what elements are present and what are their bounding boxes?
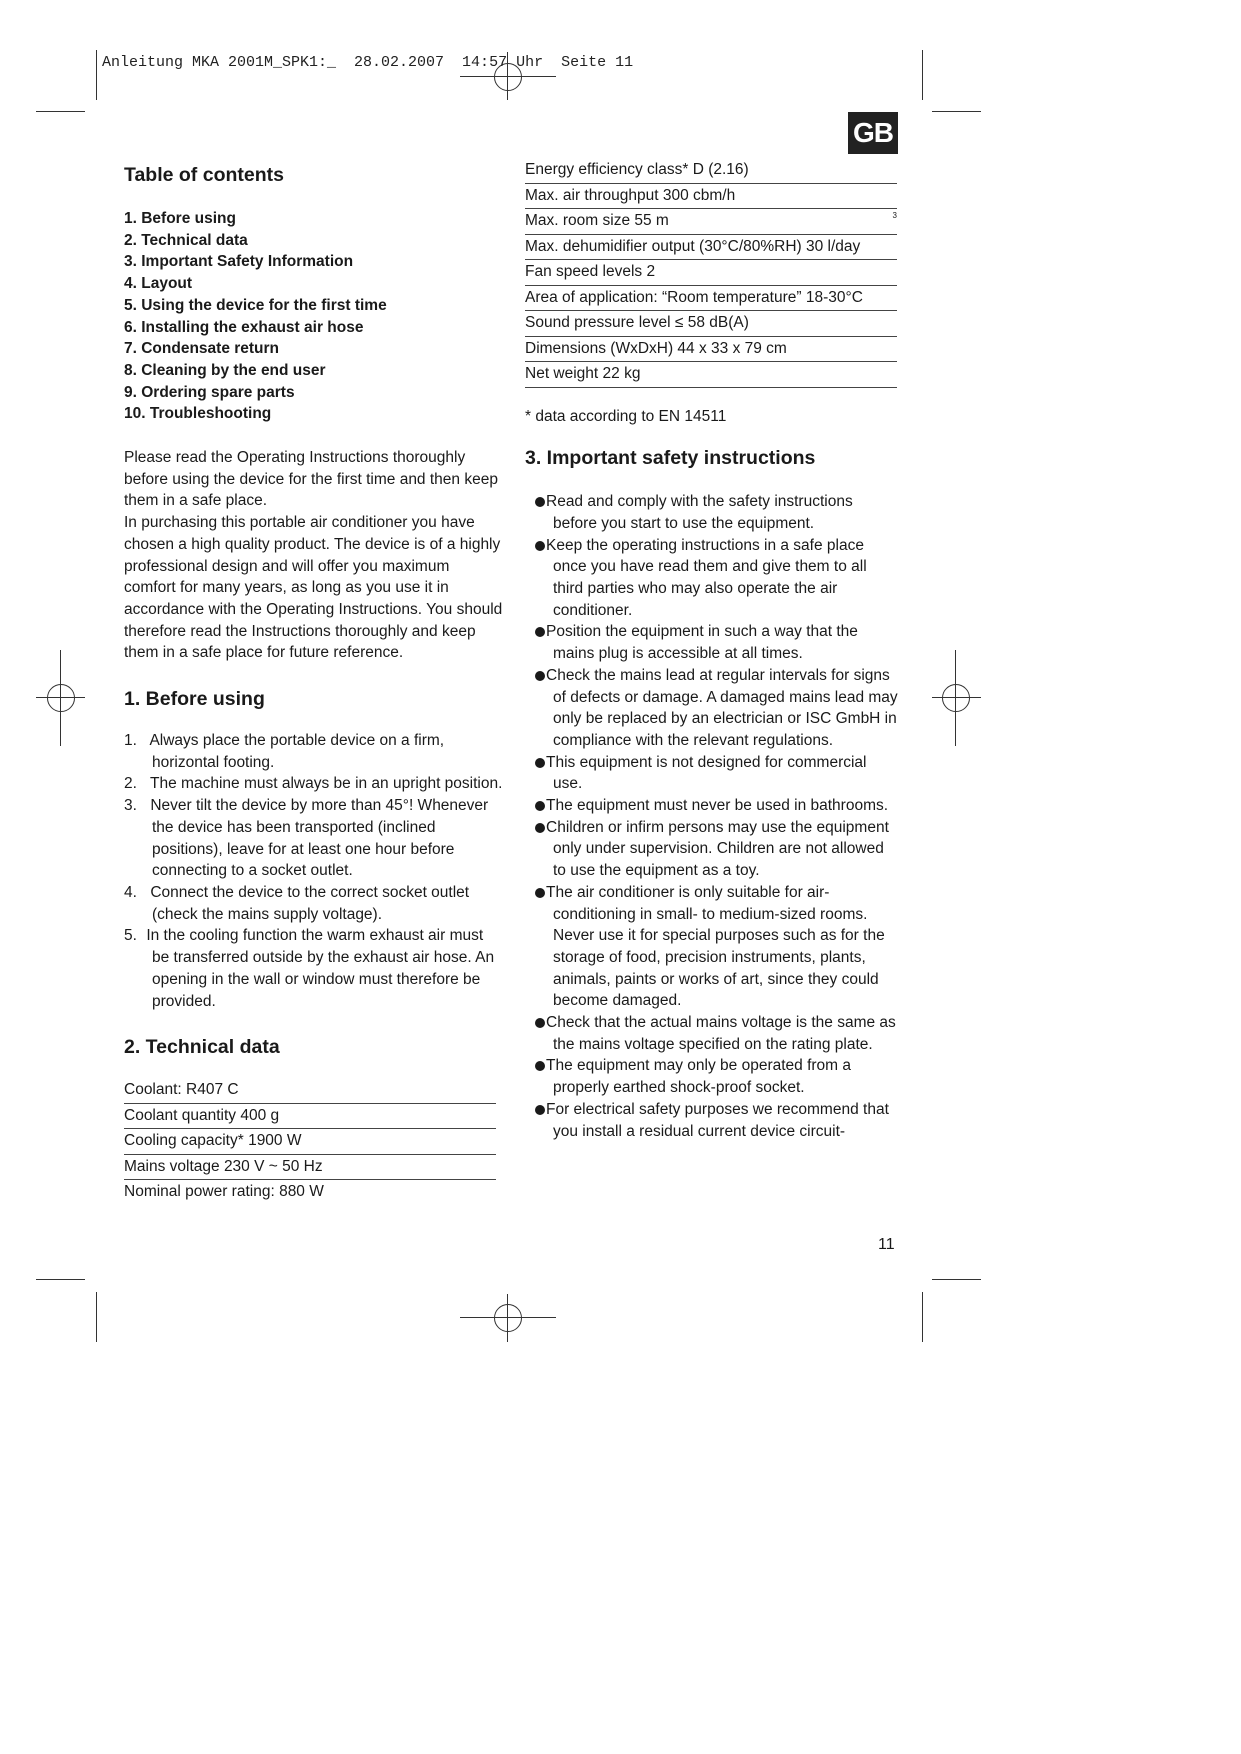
table-row: Energy efficiency class* D (2.16) xyxy=(525,158,897,183)
table-row: Fan speed levels 2 xyxy=(525,260,897,286)
list-item: The equipment must never be used in bathrooms. xyxy=(525,795,900,817)
bullet-icon xyxy=(535,888,545,898)
footnote: * data according to EN 14511 xyxy=(525,407,727,425)
table-row: Net weight 22 kg xyxy=(525,362,897,388)
toc-item: 5. Using the device for the first time xyxy=(124,296,387,314)
table-row: Mains voltage 230 V ~ 50 Hz xyxy=(124,1154,496,1180)
left-column xyxy=(124,162,504,1205)
toc-item: 6. Installing the exhaust air hose xyxy=(124,318,364,336)
list-item: 4. Connect the device to the correct socket outlet (check the mains supply voltage). xyxy=(124,883,470,923)
list-item: 1. Always place the portable device on a firm, horizontal footing. xyxy=(124,732,445,771)
right-column xyxy=(525,162,900,1142)
table-row: Nominal power rating: 880 W xyxy=(124,1183,324,1201)
table-row: Sound pressure level ≤ 58 dB(A) xyxy=(525,311,897,337)
technical-data-table-left xyxy=(124,1078,496,1205)
list-item: 3. Never tilt the device by more than 45°! Whenever the device has been transported (inclined positions), leave for at least one hour before connecting to a socket outlet. xyxy=(124,797,489,880)
page-number: 11 xyxy=(878,1236,895,1253)
list-item: Position the equipment in such a way that the mains plug is accessible at all times. xyxy=(525,621,900,664)
bullet-icon xyxy=(535,541,545,551)
table-row: Cooling capacity* 1900 W xyxy=(124,1129,496,1155)
table-row: Max. room size 55 m 3 xyxy=(525,209,897,235)
crop-mark xyxy=(36,1279,85,1280)
list-item: 2. The machine must always be in an upright position. xyxy=(124,775,503,793)
crop-mark xyxy=(922,1292,923,1342)
section-heading-before-using: 1. Before using xyxy=(124,688,265,711)
list-item: 5. In the cooling function the warm exhaust air must be transferred outside by the exhaust air hose. An opening in the wall or window must therefore be provided. xyxy=(124,927,495,1010)
table-row: Coolant: R407 C xyxy=(124,1078,496,1103)
list-item: Check the mains lead at regular intervals for signs of defects or damage. A damaged mains lead may only be replaced by an electrician or ISC GmbH in compliance with the relevant regulations. xyxy=(525,665,900,752)
intro-paragraph: In purchasing this portable air conditioner you have chosen a high quality product. The device is of a highly professional design and will offer you maximum comfort for many years, as long as you use it in accordance with the Operating Instructions. You should therefore read the Instructions thoroughly and keep them in a safe place for future reference. xyxy=(124,514,503,662)
crop-mark xyxy=(932,1279,981,1280)
table-row: Max. air throughput 300 cbm/h xyxy=(525,183,897,209)
crop-mark xyxy=(96,50,97,100)
toc-item: 2. Technical data xyxy=(124,231,248,249)
toc-item: 7. Condensate return xyxy=(124,340,280,358)
intro-paragraph: Please read the Operating Instructions thoroughly before using the device for the first time and then keep them in a safe place. xyxy=(124,449,498,510)
toc-item: 9. Ordering spare parts xyxy=(124,383,295,401)
crop-mark xyxy=(922,50,923,100)
list-item: This equipment is not designed for commercial use. xyxy=(525,752,900,795)
table-row: Max. dehumidifier output (30°C/80%RH) 30 l/day xyxy=(525,234,897,260)
bullet-icon xyxy=(535,801,545,811)
print-slug: Anleitung MKA 2001M_SPK1:_ 28.02.2007 14:57 Uhr Seite 11 xyxy=(102,54,634,71)
list-item: Keep the operating instructions in a safe place once you have read them and give them to all third parties who may also operate the air conditioner. xyxy=(525,535,900,622)
toc-list xyxy=(124,208,504,425)
technical-data-table-right xyxy=(525,158,897,388)
toc-item: 3. Important Safety Information xyxy=(124,253,354,271)
bullet-icon xyxy=(535,758,545,768)
section-heading-safety: 3. Important safety instructions xyxy=(525,447,816,470)
toc-item: 4. Layout xyxy=(124,275,193,293)
bullet-icon xyxy=(535,671,545,681)
toc-item: 8. Cleaning by the end user xyxy=(124,361,326,379)
crop-mark xyxy=(36,111,85,112)
table-row: Dimensions (WxDxH) 44 x 33 x 79 cm xyxy=(525,336,897,362)
before-using-list xyxy=(124,730,504,1012)
toc-heading: Table of contents xyxy=(124,164,284,186)
bullet-icon xyxy=(535,823,545,833)
safety-list xyxy=(525,491,900,1142)
table-row: Area of application: “Room temperature” 18-30°C xyxy=(525,285,897,311)
table-row: Coolant quantity 400 g xyxy=(124,1103,496,1129)
list-item: Children or infirm persons may use the equipment only under supervision. Children are not allowed to use the equipment as a toy. xyxy=(525,817,900,882)
list-item: For electrical safety purposes we recommend that you install a residual current device circuit- xyxy=(525,1099,900,1142)
bullet-icon xyxy=(535,1018,545,1028)
bullet-icon xyxy=(535,497,545,507)
crop-mark xyxy=(96,1292,97,1342)
list-item: Check that the actual mains voltage is the same as the mains voltage specified on the rating plate. xyxy=(525,1012,900,1055)
superscript-3: 3 xyxy=(892,211,897,220)
list-item: The equipment may only be operated from a properly earthed shock-proof socket. xyxy=(525,1055,900,1098)
bullet-icon xyxy=(535,627,545,637)
language-badge: GB xyxy=(848,112,898,154)
crop-mark xyxy=(932,111,981,112)
bullet-icon xyxy=(535,1105,545,1115)
toc-item: 1. Before using xyxy=(124,210,236,227)
list-item: Read and comply with the safety instructions before you start to use the equipment. xyxy=(525,491,900,534)
toc-item: 10. Troubleshooting xyxy=(124,405,272,423)
list-item: The air conditioner is only suitable for air-conditioning in small- to medium-sized rooms. Never use it for special purposes such as for the storage of food, precision instruments, plants, animals, paints or works of art, since they could become damaged. xyxy=(525,882,900,1012)
section-heading-technical-data: 2. Technical data xyxy=(124,1036,280,1059)
bullet-icon xyxy=(535,1061,545,1071)
